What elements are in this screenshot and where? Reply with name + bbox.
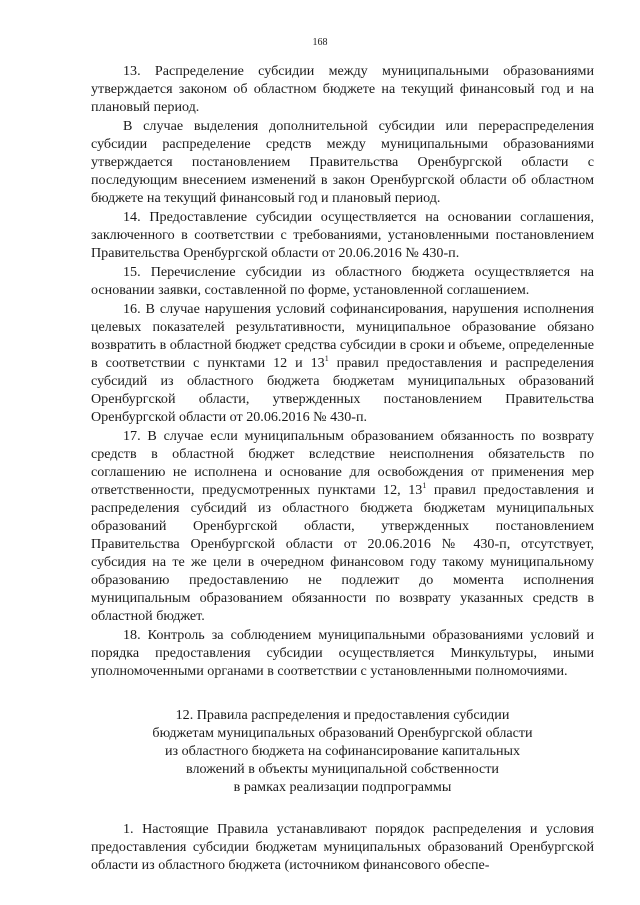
page-number: 168 bbox=[312, 37, 328, 48]
paragraph-rules-1: 1. Настоящие Правила устанавливают порядок распределения и условия предоставления субсидии бюджетам муниципальных образований Оренбургской области из областного бюджета (источником финансового обеспе- bbox=[91, 821, 594, 873]
paragraph-13-addendum: В случае выделения дополнительной субсидии или перераспределения субсидии распределение средств между муниципальными образованиями утверждается постановлением Правительства Оренбургской области с последующим внесением изменений в закон Оренбургской области об областном бюджете на текущий финансовый год и плановый период. bbox=[91, 118, 594, 206]
paragraph-15: 15. Перечисление субсидии из областного бюджета осуществляется на основании заявки, составленной по форме, установленной соглашением. bbox=[91, 264, 594, 298]
heading-line: в рамках реализации подпрограммы bbox=[233, 779, 452, 795]
paragraph-17-part-1: 17. В случае если муниципальным образованием обязанность по возврату средств в областной бюджет вследствие неисполнения обязательств по соглашению не исполнена и основание для освобождения от применения мер ответственности, предусмотренных пунктами 12, 13 bbox=[91, 428, 594, 498]
heading-line: вложений в объекты муниципальной собственности bbox=[186, 761, 499, 777]
paragraph-13: 13. Распределение субсидии между муниципальными образованиями утверждается законом об областном бюджете на текущий финансовый год и на плановый период. bbox=[91, 63, 594, 115]
superscript: 1 bbox=[422, 481, 427, 490]
paragraph-17-part-2: правил предоставления и распределения субсидий из областного бюджета бюджетам муниципальных образований Оренбургской области, утвержденных постановлением Правительства Оренбургской области от 20.06.2016 № 430-п, отсутствует, субсидия на те же цели в очередном финансовом году такому муниципальному образованию предоставлению не подлежит до момента исполнения муниципальным образованием обязанности по возврату указанных средств в областной бюджет. bbox=[91, 482, 594, 624]
paragraph-16 bbox=[91, 300, 594, 426]
paragraph-18: 18. Контроль за соблюдением муниципальными образованиями условий и порядка предоставления субсидии осуществляется Минкультуры, иными уполномоченными органами в соответствии с установленными полномочиями. bbox=[91, 627, 594, 679]
document-body bbox=[91, 62, 594, 874]
paragraph-14: 14. Предоставление субсидии осуществляется на основании соглашения, заключенного в соответствии с требованиями, установленными постановлением Правительства Оренбургской области от 20.06.2016 № 430-п. bbox=[91, 209, 594, 261]
heading-line: из областного бюджета на софинансирование капитальных bbox=[165, 743, 520, 759]
heading-line: 12. Правила распределения и предоставления субсидии bbox=[175, 707, 510, 723]
section-heading bbox=[91, 706, 594, 796]
heading-line: бюджетам муниципальных образований Оренбургской области bbox=[152, 725, 533, 741]
paragraph-16-part-2: правил предоставления и распределения субсидий из областного бюджета бюджетам муниципальных образований Оренбургской области, утвержденных постановлением Правительства Оренбургской области от 20.06.2016 № 430-п. bbox=[91, 355, 594, 425]
superscript: 1 bbox=[324, 354, 329, 363]
paragraph-16-part-1: 16. В случае нарушения условий софинансирования, нарушения исполнения целевых показателей результативности, муниципальное образование обязано возвратить в областной бюджет средства субсидии в сроки и объеме, определенные в соответствии с пунктами 12 и 13 bbox=[91, 301, 594, 371]
paragraph-17 bbox=[91, 427, 594, 625]
